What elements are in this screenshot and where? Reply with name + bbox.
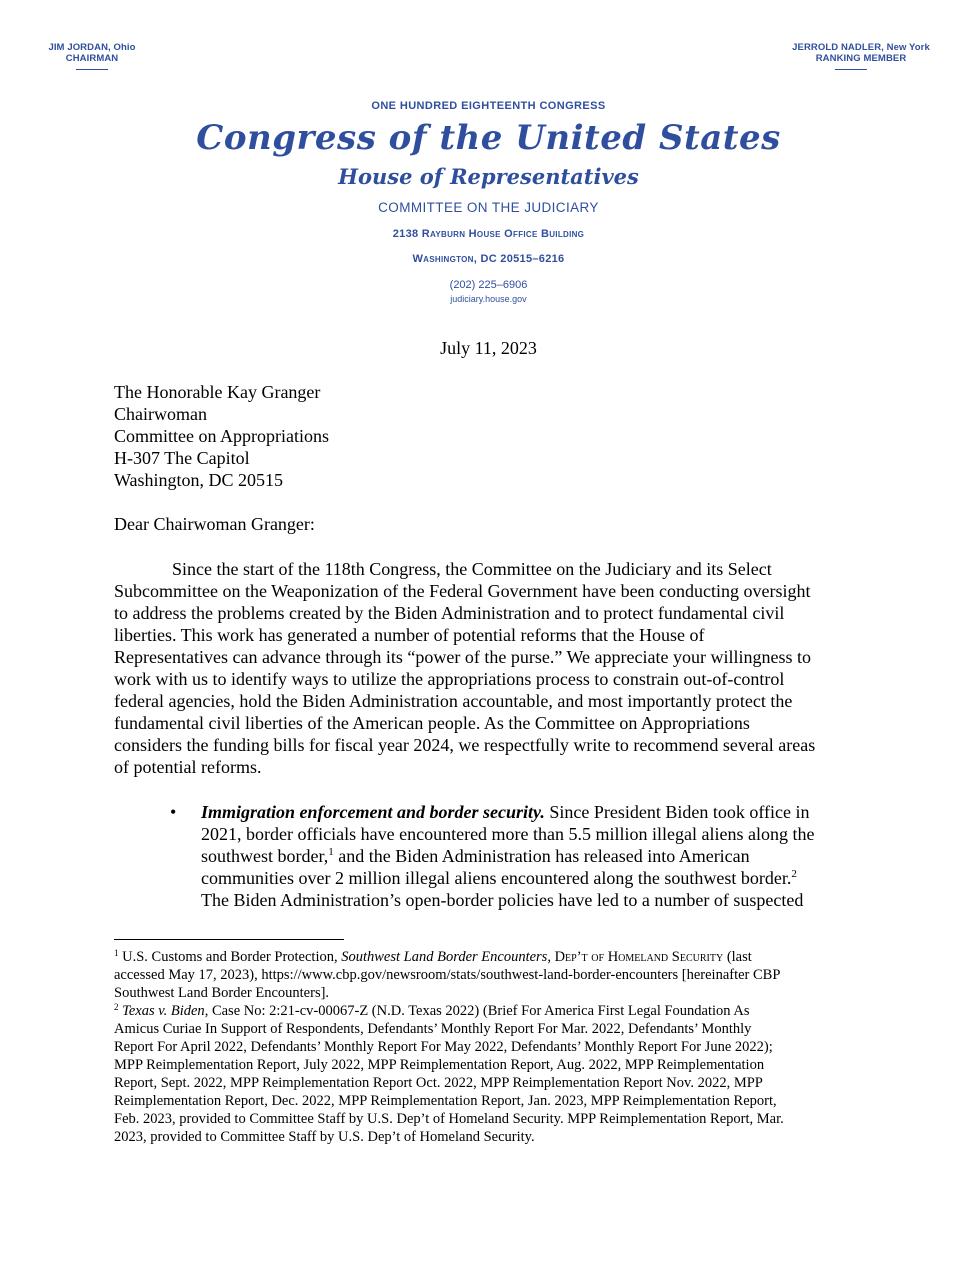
paragraph-line: Subcommittee on the Weaponization of the Federal Government have been conducting oversight <box>114 581 811 601</box>
website: judiciary.house.gov <box>450 294 527 304</box>
chairman-rule <box>76 69 108 70</box>
paragraph-line: fundamental civil liberties of the American people. As the Committee on Appropriations <box>114 713 750 733</box>
congress-title: Congress of the United States <box>196 118 781 158</box>
address-line: The Honorable Kay Granger <box>114 382 321 402</box>
footnote-text: Amicus Curiae In Support of Respondents, Defendants’ Monthly Report For Mar. 2022, Defendants’ Monthly <box>114 1021 752 1037</box>
paragraph-line: to address the problems created by the Biden Administration and to protect fundamental civil <box>114 603 785 623</box>
footnote-number: 1 <box>114 948 119 958</box>
phone-number: (202) 225–6906 <box>449 279 528 291</box>
footnote-text: 2023, provided to Committee Staff by U.S. Dep’t of Homeland Security. <box>114 1129 535 1145</box>
footnote-case-name: Texas v. Biden <box>122 1003 205 1019</box>
bullet-line: Since President Biden took office in <box>544 802 810 822</box>
footnote-1 <box>114 948 874 966</box>
footnotes <box>114 948 874 1146</box>
footnote-text: Report, Sept. 2022, MPP Reimplementation Report Oct. 2022, MPP Reimplementation Report Nov. 2022, MPP <box>114 1075 763 1091</box>
salutation: Dear Chairwoman Granger: <box>114 514 315 534</box>
chairman-title: CHAIRMAN <box>65 53 119 64</box>
footnote-text: , <box>547 949 555 965</box>
bullet-heading: Immigration enforcement and border security. <box>201 802 545 822</box>
footnote-2 <box>114 1002 874 1020</box>
recipient-address <box>114 381 329 491</box>
footnote-text: Reimplementation Report, Dec. 2022, MPP Reimplementation Report, Jan. 2023, MPP Reimplementation Report, <box>114 1093 777 1109</box>
footnote-text: Feb. 2023, provided to Committee Staff by U.S. Dep’t of Homeland Security. MPP Reimplementation Report, Mar. <box>114 1111 784 1127</box>
city-state: Washington, DC 20515–6216 <box>412 253 565 265</box>
congress-number: ONE HUNDRED EIGHTEENTH CONGRESS <box>371 100 606 112</box>
footnote-text: (last <box>723 949 752 965</box>
paragraph-line: work with us to identify ways to utilize the appropriations process to constrain out-of-control <box>114 669 785 689</box>
footnote-text: accessed May 17, 2023), https://www.cbp.gov/newsroom/stats/southwest-land-border-encounters [hereinafter CBP <box>114 967 781 983</box>
bullet-line: and the Biden Administration has released into American <box>333 846 750 866</box>
letter-date: July 11, 2023 <box>440 338 537 358</box>
footnote-text: U.S. Customs and Border Protection, <box>118 949 342 965</box>
chairman-block <box>46 42 138 70</box>
footnote-title: Southwest Land Border Encounters <box>341 949 548 965</box>
chairman-name: JIM JORDAN, Ohio <box>48 42 136 53</box>
bullet-line: 2021, border officials have encountered more than 5.5 million illegal aliens along the <box>201 824 815 844</box>
paragraph-line: Representatives can advance through its “power of the purse.” We appreciate your willingness to <box>114 647 811 667</box>
bullet-text <box>201 801 815 911</box>
ranking-member-name: JERROLD NADLER, New York <box>792 42 930 53</box>
footnote-number: 2 <box>114 1002 119 1012</box>
paragraph-line: federal agencies, hold the Biden Administration accountable, and most importantly protect the <box>114 691 793 711</box>
address-line: H-307 The Capitol <box>114 448 250 468</box>
ranking-member-title: RANKING MEMBER <box>815 53 907 64</box>
footnote-agency: Dep’t of Homeland Security <box>554 949 724 965</box>
address-line: Washington, DC 20515 <box>114 470 284 490</box>
footnote-text: , Case No: 2:21-cv-00067-Z (N.D. Texas 2022) (Brief For America First Legal Foundation As <box>204 1003 750 1019</box>
footnote-text: Southwest Land Border Encounters]. <box>114 985 330 1001</box>
bullet-line: southwest border, <box>201 846 329 866</box>
committee-name: COMMITTEE ON THE JUDICIARY <box>378 200 599 215</box>
office-building: 2138 Rayburn House Office Building <box>392 228 585 240</box>
house-title: House of Representatives <box>338 164 639 189</box>
footnote-text: Report For April 2022, Defendants’ Monthly Report For May 2022, Defendants’ Monthly Report For June 2022); <box>114 1039 773 1055</box>
footnote-text: MPP Reimplementation Report, July 2022, MPP Reimplementation Report, Aug. 2022, MPP Reimplementation <box>114 1057 765 1073</box>
bullet-line: The Biden Administration’s open-border policies have led to a number of suspected <box>201 890 804 910</box>
paragraph-line: considers the funding bills for fiscal year 2024, we respectfully write to recommend several areas <box>114 735 816 755</box>
footnote-ref[interactable]: 2 <box>791 868 797 880</box>
paragraph-line: liberties. This work has generated a number of potential reforms that the House of <box>114 625 705 645</box>
bullet-line: communities over 2 million illegal aliens encountered along the southwest border. <box>201 868 792 888</box>
bullet-symbol: • <box>170 802 177 822</box>
footnote-divider <box>114 939 344 940</box>
footnote-ref[interactable]: 1 <box>328 846 334 858</box>
body-paragraph <box>114 558 864 778</box>
address-line: Chairwoman <box>114 404 207 424</box>
address-line: Committee on Appropriations <box>114 426 329 446</box>
paragraph-line: of potential reforms. <box>114 757 262 777</box>
ranking-member-rule <box>835 69 867 70</box>
paragraph-line: Since the start of the 118th Congress, the Committee on the Judiciary and its Select <box>172 559 772 579</box>
ranking-member-block <box>790 42 932 70</box>
